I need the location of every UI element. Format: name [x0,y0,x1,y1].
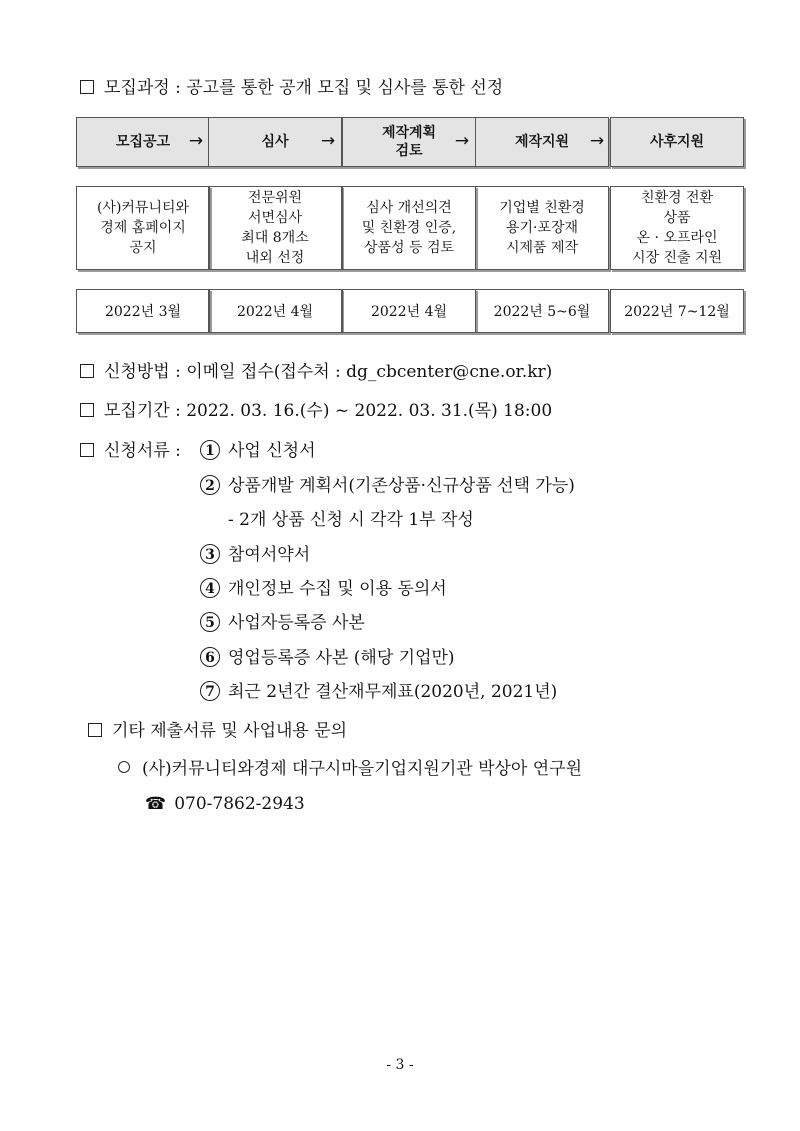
step-title-4: 제작지원 [475,117,609,167]
step-desc-1: (사)커뮤니티와 경제 홈페이지 공지 [76,186,210,270]
document-item-2-note: - 2개 상품 신청 시 각각 1부 작성 [228,510,474,530]
number-badge: 1 [200,440,220,460]
document-item-4: 4 개인정보 수집 및 이용 동의서 [200,577,447,601]
step-date-2: 2022년 4월 [208,289,342,333]
step-desc-5: 친환경 전환 상품 온 · 오프라인 시장 진출 지원 [610,186,744,270]
documents-heading: 신청서류 : [80,439,181,463]
step-date-1: 2022년 3월 [76,289,210,333]
step-desc-4: 기업별 친환경 용기·포장재 시제품 제작 [475,186,609,270]
step-title-1: 모집공고 [76,117,210,167]
document-item-7: 7 최근 2년간 결산재무제표(2020년, 2021년) [200,680,557,704]
page-number: - 3 - [386,1057,414,1073]
number-badge: 3 [200,544,220,564]
checkbox-icon [88,723,102,737]
step-desc-2: 전문위원 서면심사 최대 8개소 내외 선정 [208,186,342,270]
circle-bullet-icon [118,761,130,773]
apply-period: 모집기간 : 2022. 03. 16.(수) ~ 2022. 03. 31.(목) 18:00 [80,399,552,423]
step-date-3: 2022년 4월 [342,289,476,333]
contact-line: (사)커뮤니티와경제 대구시마을기업지원기관 박상아 연구원 [118,757,582,781]
phone-icon: ☎ [145,794,167,814]
number-badge: 7 [200,681,220,701]
other-heading: 기타 제출서류 및 사업내용 문의 [88,719,347,743]
arrow-icon: → [454,131,470,151]
step-date-5: 2022년 7~12월 [610,289,744,333]
recruit-process-heading: 모집과정 : 공고를 통한 공개 모집 및 심사를 통한 선정 [80,76,503,100]
checkbox-icon [80,80,94,94]
checkbox-icon [80,443,94,457]
number-badge: 6 [200,647,220,667]
step-title-2: 심사 [208,117,342,167]
number-badge: 2 [200,475,220,495]
document-item-2: 2 상품개발 계획서(기존상품·신규상품 선택 가능) [200,474,575,498]
checkbox-icon [80,364,94,378]
number-badge: 4 [200,578,220,598]
arrow-icon: → [188,131,204,151]
document-item-3: 3 참여서약서 [200,543,310,567]
step-date-4: 2022년 5~6월 [475,289,609,333]
document-item-5: 5 사업자등록증 사본 [200,611,365,635]
number-badge: 5 [200,612,220,632]
checkbox-icon [80,403,94,417]
arrow-icon: → [589,131,605,151]
arrow-icon: → [320,131,336,151]
step-title-3: 제작계획 검토 [342,117,476,167]
phone-line: ☎ 070-7862-2943 [145,794,305,814]
apply-method: 신청방법 : 이메일 접수(접수처 : dg_cbcenter@cne.or.kr) [80,360,552,384]
step-title-5: 사후지원 [610,117,744,167]
document-item-6: 6 영업등록증 사본 (해당 기업만) [200,646,455,670]
document-item-1: 1 사업 신청서 [200,439,316,463]
step-desc-3: 심사 개선의견 및 친환경 인증, 상품성 등 검토 [342,186,476,270]
